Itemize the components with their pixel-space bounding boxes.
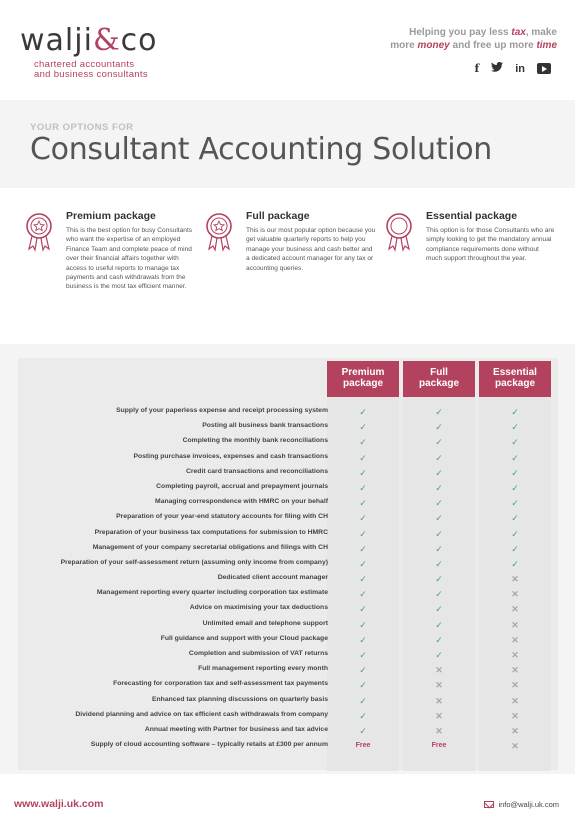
tagline-text: more (390, 40, 418, 51)
row-label: Full guidance and support with your Cloud package (160, 634, 328, 642)
row-label: Preparation of your self-assessment return (assuming only income from company) (60, 558, 328, 566)
cross-icon-full: ✕ (435, 665, 443, 676)
check-icon-premium: ✓ (359, 452, 367, 463)
row-label: Advice on maximising your tax deductions (189, 604, 328, 612)
free-label-premium: Free (355, 742, 371, 750)
check-icon-full: ✓ (435, 589, 443, 600)
tagline-text: and free up more (449, 40, 537, 51)
check-icon-essential: ✓ (511, 467, 519, 478)
table-row (18, 587, 558, 602)
check-icon-premium: ✓ (359, 437, 367, 448)
check-icon-essential: ✓ (511, 437, 519, 448)
check-icon-full: ✓ (435, 528, 443, 539)
package-title: Essential package (426, 210, 518, 222)
footer (0, 780, 575, 823)
check-icon-premium: ✓ (359, 604, 367, 615)
check-icon-premium: ✓ (359, 574, 367, 585)
table-row (18, 602, 558, 617)
check-icon-premium: ✓ (359, 558, 367, 569)
check-icon-premium: ✓ (359, 619, 367, 630)
check-icon-full: ✓ (435, 452, 443, 463)
table-row (18, 466, 558, 481)
cross-icon-essential: ✕ (511, 650, 519, 660)
check-icon-premium: ✓ (359, 634, 367, 645)
logo-text-walji: walji (20, 23, 93, 58)
row-label: Completion and submission of VAT returns (188, 650, 328, 657)
row-label: Credit card transactions and reconciliations (185, 467, 328, 475)
table-row (18, 557, 558, 572)
column-header-line: Full (430, 367, 448, 378)
check-icon-premium: ✓ (359, 528, 367, 539)
check-icon-full: ✓ (435, 558, 443, 569)
tagline (337, 26, 557, 52)
check-icon-premium: ✓ (359, 680, 367, 691)
award-ribbon-icon (382, 212, 416, 252)
table-row (18, 694, 558, 709)
check-icon-full: ✓ (435, 650, 443, 660)
logo-wordmark (20, 23, 158, 58)
row-label: Full management reporting every month (198, 665, 328, 673)
cross-icon-essential: ✕ (511, 574, 519, 585)
award-ribbon-icon (202, 212, 236, 252)
check-icon-essential: ✓ (511, 452, 519, 463)
check-icon-premium: ✓ (359, 695, 367, 706)
row-label: Dedicated client account manager (217, 574, 328, 582)
row-label: Enhanced tax planning discussions on quarterly basis (151, 695, 328, 703)
table-row (18, 709, 558, 724)
table-row (18, 420, 558, 435)
check-icon-essential: ✓ (511, 422, 519, 433)
award-ribbon-icon (22, 212, 56, 252)
table-row (18, 648, 558, 663)
column-header-line: Premium (341, 367, 385, 378)
table-row (18, 633, 558, 648)
check-icon-full: ✓ (435, 498, 443, 509)
cross-icon-essential: ✕ (511, 619, 519, 630)
check-icon-full: ✓ (435, 604, 443, 615)
cross-icon-essential: ✕ (511, 680, 519, 691)
row-label: Managing correspondence with HMRC on your behalf (155, 498, 328, 506)
check-icon-premium: ✓ (359, 482, 367, 493)
check-icon-premium: ✓ (359, 498, 367, 509)
logo[interactable] (20, 23, 158, 80)
check-icon-full: ✓ (435, 437, 443, 448)
cross-icon-essential: ✕ (511, 589, 519, 600)
cross-icon-essential: ✕ (511, 725, 519, 736)
mail-icon (484, 801, 494, 808)
email-text: info@walji.uk.com (498, 800, 559, 809)
check-icon-essential: ✓ (511, 498, 519, 509)
row-label: Dividend planning and advice on tax efficient cash withdrawals from company (75, 710, 328, 718)
row-label: Preparation of your year-end statutory accounts for filing with CH (116, 513, 328, 521)
table-row (18, 496, 558, 511)
row-label: Preparation of your business tax computations for submission to HMRC (94, 528, 328, 536)
cross-icon-essential: ✕ (511, 695, 519, 706)
row-label: Management reporting every quarter including corporation tax estimate (96, 589, 328, 597)
cross-icon-essential: ✕ (511, 710, 519, 721)
column-header-full (403, 361, 475, 397)
social-links (474, 62, 551, 75)
check-icon-essential: ✓ (511, 558, 519, 569)
email-contact[interactable] (484, 800, 559, 809)
check-icon-essential: ✓ (511, 528, 519, 539)
tagline-text: , make (525, 27, 557, 38)
tagline-text: Helping you pay less (409, 27, 512, 38)
check-icon-premium: ✓ (359, 589, 367, 600)
row-label: Posting purchase invoices, expenses and cash transactions (133, 452, 328, 460)
table-row (18, 739, 558, 754)
check-icon-full: ✓ (435, 513, 443, 524)
logo-text-co: co (120, 23, 158, 58)
cross-icon-full: ✕ (435, 695, 443, 706)
table-row (18, 663, 558, 678)
check-icon-premium: ✓ (359, 422, 367, 433)
cross-icon-essential: ✕ (511, 634, 519, 645)
cross-icon-full: ✕ (435, 725, 443, 736)
check-icon-full: ✓ (435, 574, 443, 585)
column-header-essential (479, 361, 551, 397)
comparison-rows (18, 405, 558, 754)
check-icon-full: ✓ (435, 619, 443, 630)
table-row (18, 724, 558, 739)
check-icon-premium: ✓ (359, 407, 367, 417)
check-icon-premium: ✓ (359, 543, 367, 554)
cross-icon-essential: ✕ (511, 604, 519, 615)
row-label: Completing payroll, accrual and prepayment journals (156, 482, 328, 490)
table-row (18, 542, 558, 557)
column-header-line: package (418, 378, 460, 389)
check-icon-premium: ✓ (359, 513, 367, 524)
cross-icon-full: ✕ (435, 680, 443, 691)
twitter-icon[interactable] (491, 62, 503, 75)
tagline-money: money (417, 40, 450, 51)
table-row (18, 678, 558, 693)
column-header-line: package (342, 378, 384, 389)
package-title: Full package (246, 210, 310, 222)
row-label: Forecasting for corporation tax and self-assessment tax payments (113, 680, 328, 688)
check-icon-full: ✓ (435, 467, 443, 478)
check-icon-full: ✓ (435, 407, 443, 417)
column-header-line: Essential (493, 367, 537, 378)
package-description: This option is for those Consultants who are simply looking to get the mandatory annual compliance requirements done without much support throughout the year. (426, 227, 555, 263)
table-row (18, 527, 558, 542)
check-icon-full: ✓ (435, 482, 443, 493)
header (0, 0, 575, 100)
free-label-full: Free (431, 742, 447, 750)
row-label: Posting all business bank transactions (202, 422, 328, 430)
logo-subtitle-line1: chartered accountants (34, 59, 135, 70)
logo-subtitle-line2: and business consultants (34, 69, 148, 80)
row-label: Management of your company secretarial obligations and filings with CH (92, 543, 328, 551)
logo-subtitle (34, 60, 158, 80)
row-label: Unlimited email and telephone support (202, 619, 328, 627)
check-icon-premium: ✓ (359, 665, 367, 676)
title-eyebrow: YOUR OPTIONS FOR (30, 122, 134, 133)
column-header-premium (327, 361, 399, 397)
check-icon-essential: ✓ (511, 543, 519, 554)
table-row (18, 405, 558, 420)
tagline-tax: tax (511, 27, 526, 38)
row-label: Annual meeting with Partner for business and tax advice (144, 725, 328, 733)
column-header-line: package (494, 378, 536, 389)
youtube-icon[interactable] (537, 63, 551, 74)
check-icon-premium: ✓ (359, 725, 367, 736)
table-row (18, 572, 558, 587)
row-label: Supply of cloud accounting software – typically retails at £300 per annum (90, 741, 328, 749)
website-link[interactable]: www.walji.uk.com (14, 798, 104, 810)
logo-ampersand: & (92, 23, 121, 58)
check-icon-full: ✓ (435, 543, 443, 554)
cross-icon-full: ✕ (435, 710, 443, 721)
table-row (18, 481, 558, 496)
table-row (18, 618, 558, 633)
package-description: This is our most popular option because you get valuable quarterly reports to help you manage your business and cash better and a dedicated account manager for any tax or accounting queries. (246, 227, 376, 272)
table-row (18, 435, 558, 450)
package-title: Premium package (66, 210, 156, 222)
table-row (18, 451, 558, 466)
linkedin-icon[interactable]: in (515, 62, 525, 75)
title-band (0, 100, 575, 188)
row-label: Supply of your paperless expense and receipt processing system (116, 407, 328, 414)
package-description: This is the best option for busy Consultants who want the expertise of an employed Finance Team and complete peace of mind over their financial affairs together with access to useful reports to manage tax payments and cash withdrawals from the business is the most tax efficient manner. (66, 227, 193, 291)
page-title: Consultant Accounting Solution (30, 132, 493, 167)
check-icon-essential: ✓ (511, 407, 519, 417)
row-label: Completing the monthly bank reconciliations (182, 437, 328, 445)
facebook-icon[interactable]: f (474, 62, 480, 75)
table-row (18, 511, 558, 526)
check-icon-full: ✓ (435, 634, 443, 645)
check-icon-premium: ✓ (359, 467, 367, 478)
check-icon-full: ✓ (435, 422, 443, 433)
check-icon-essential: ✓ (511, 482, 519, 493)
check-icon-essential: ✓ (511, 513, 519, 524)
tagline-time: time (536, 40, 557, 51)
cross-icon-essential: ✕ (511, 741, 519, 752)
check-icon-premium: ✓ (359, 650, 367, 660)
check-icon-premium: ✓ (359, 710, 367, 721)
package-descriptions (0, 188, 575, 338)
cross-icon-essential: ✕ (511, 665, 519, 676)
